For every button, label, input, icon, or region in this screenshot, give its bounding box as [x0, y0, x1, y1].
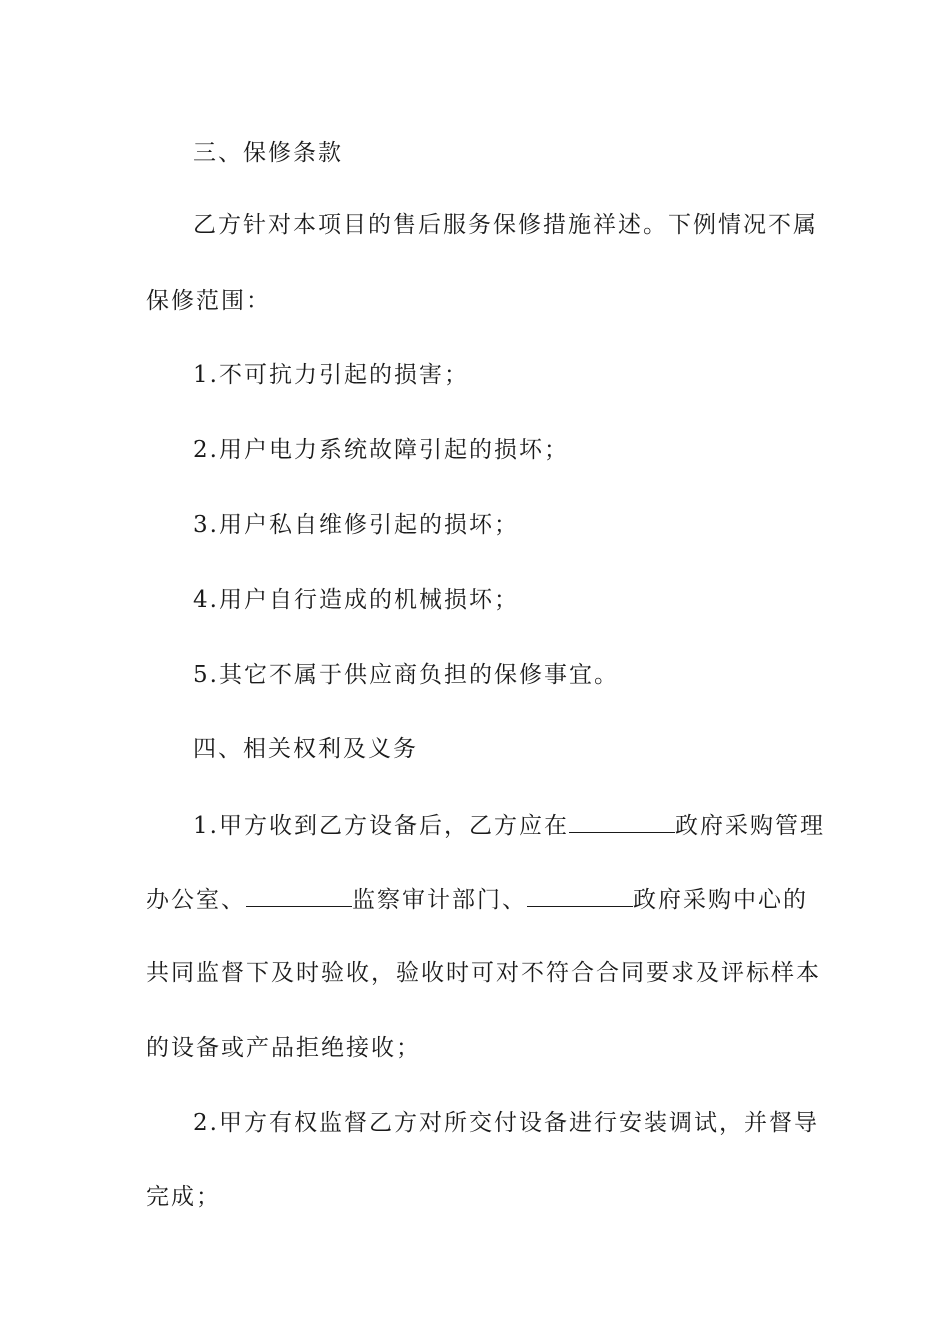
section3-item-3: 3.用户私自维修引起的损坏； — [193, 512, 519, 538]
section3-intro-line1: 乙方针对本项目的售后服务保修措施祥述。下例情况不属 — [193, 212, 818, 238]
section4-item1-line2 — [146, 884, 808, 915]
section3-intro-line2: 保修范围： — [146, 288, 271, 314]
section4-heading: 四、相关权利及义务 — [193, 736, 418, 762]
item1-line1-text-a: 1.甲方收到乙方设备后，乙方应在 — [193, 813, 569, 839]
item1-line2-text-b: 监察审计部门、 — [352, 887, 527, 913]
section4-item2-line1: 2.甲方有权监督乙方对所交付设备进行安装调试，并督导 — [193, 1110, 819, 1136]
item1-line2-text-a: 办公室、 — [146, 887, 246, 913]
fill-in-blank-1 — [569, 810, 675, 833]
section4-item1-line4: 的设备或产品拒绝接收； — [146, 1035, 421, 1061]
section3-item-4: 4.用户自行造成的机械损坏； — [193, 587, 519, 613]
item1-line2-text-c: 政府采购中心的 — [633, 887, 808, 913]
section3-item-5: 5.其它不属于供应商负担的保修事宜。 — [193, 662, 619, 688]
fill-in-blank-3 — [527, 884, 633, 907]
section4-item1-line3: 共同监督下及时验收，验收时可对不符合合同要求及评标样本 — [146, 960, 821, 986]
section4-item1-line1 — [193, 810, 825, 841]
section4-item2-line2: 完成； — [146, 1184, 221, 1210]
item1-line1-text-b: 政府采购管理 — [674, 813, 825, 839]
section3-heading: 三、保修条款 — [193, 140, 343, 166]
fill-in-blank-2 — [246, 884, 352, 907]
section3-item-2: 2.用户电力系统故障引起的损坏； — [193, 437, 569, 463]
section3-item-1: 1.不可抗力引起的损害； — [193, 362, 469, 388]
